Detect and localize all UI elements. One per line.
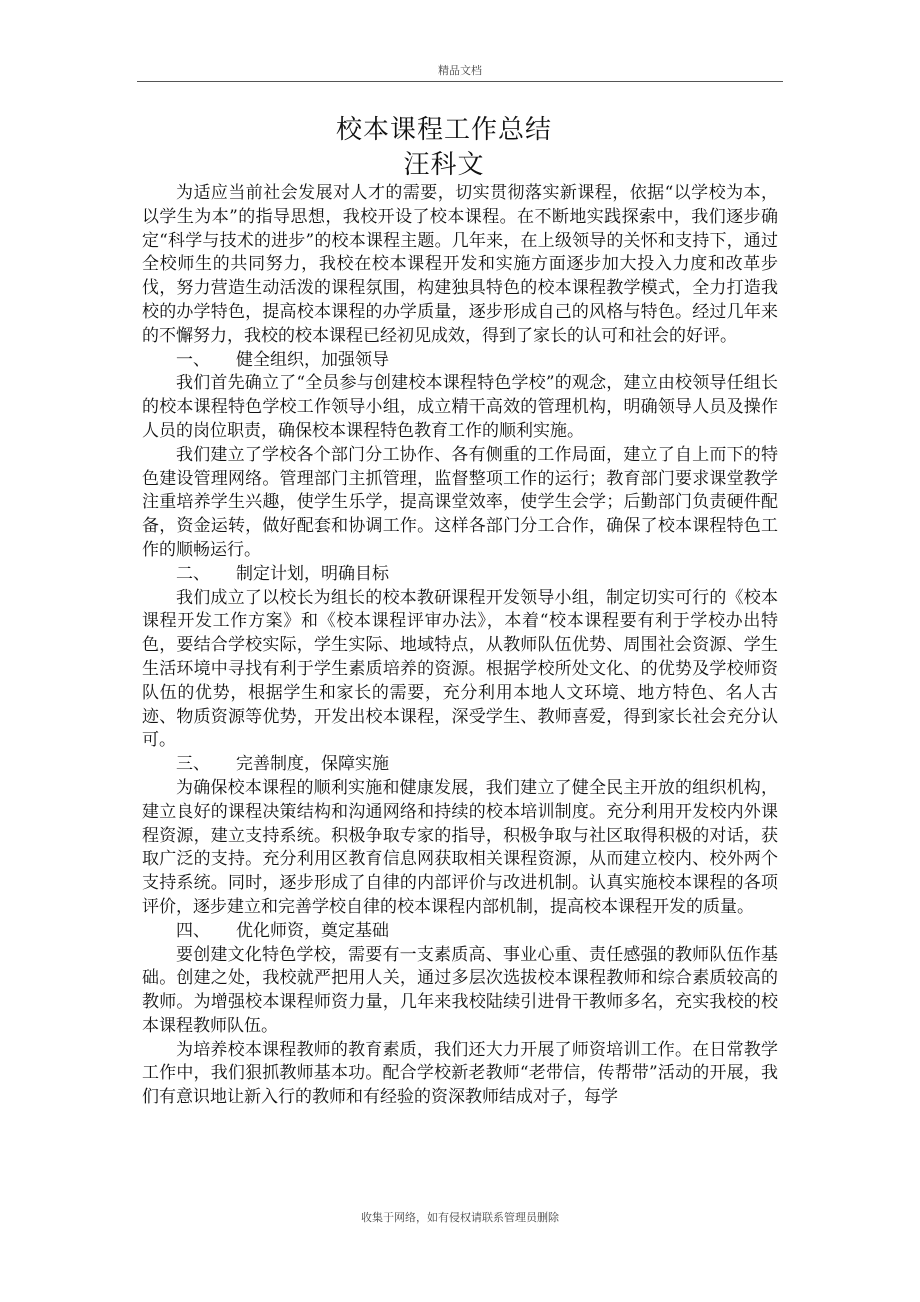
section-title: 优化师资，奠定基础 <box>236 920 389 941</box>
body-paragraph: 为确保校本课程的顺利实施和健康发展，我们建立了健全民主开放的组织机构，建立良好的课程决策结构和沟通网络和持续的校本培训制度。充分利用开发校内外课程资源，建立支持系统。积极争取专家的指导，积极争取与社区取得积极的对话，获取广泛的支持。充分利用区教育信息网获取相关课程资源，从而建立校内、校外两个支持系统。同时，逐步形成了自律的内部评价与改进机制。认真实施校本课程的各项评价，逐步建立和完善学校自律的校本课程内部机制，提高校本课程开发的质量。 <box>142 777 778 917</box>
section-heading <box>142 753 778 777</box>
section-title: 健全组织，加强领导 <box>236 349 389 370</box>
header-divider <box>137 81 783 82</box>
document-author: 汪科文 <box>403 150 485 180</box>
section-number: 一、 <box>176 349 210 370</box>
section-heading <box>142 920 778 944</box>
section-heading <box>142 349 778 373</box>
section-title: 完善制度，保障实施 <box>236 754 389 775</box>
page-header-label: 精品文档 <box>438 64 482 77</box>
section-number: 三、 <box>176 754 210 775</box>
section-heading <box>142 563 778 587</box>
body-paragraph: 我们成立了以校长为组长的校本教研课程开发领导小组，制定切实可行的《校本课程开发工作方案》和《校本课程评审办法》，本着“校本课程要有利于学校办出特色，要结合学校实际，学生实际、地域特点，从教师队伍优势、周围社会资源、学生生活环境中寻找有利于学生素质培养的资源。根据学校所处文化、的优势及学校师资队伍的优势，根据学生和家长的需要，充分利用本地人文环境、地方特色、名人古迹、物质资源等优势，开发出校本课程，深受学生、教师喜爱，得到家长社会充分认可。 <box>142 587 778 751</box>
body-paragraph: 要创建文化特色学校，需要有一支素质高、事业心重、责任感强的教师队伍作基础。创建之处，我校就严把用人关，通过多层次选拔校本课程教师和综合素质较高的教师。为增强校本课程师资力量，几年来我校陆续引进骨干教师多名，充实我校的校本课程教师队伍。 <box>142 944 778 1036</box>
body-paragraph: 为培养校本课程教师的教育素质，我们还大力开展了师资培训工作。在日常教学工作中，我们狠抓教师基本功。配合学校新老教师“老带信，传帮带”活动的开展，我们有意识地让新入行的教师和有经验的资深教师结成对子，每学 <box>142 1039 778 1108</box>
body-paragraph: 我们建立了学校各个部门分工协作、各有侧重的工作局面，建立了自上而下的特色建设管理网络。管理部门主抓管理，监督整项工作的运行；教育部门要求课堂教学注重培养学生兴趣，使学生乐学，提高课堂效率，使学生会学；后勤部门负责硬件配备，资金运转，做好配套和协调工作。这样各部门分工合作，确保了校本课程特色工作的顺畅运行。 <box>142 444 778 560</box>
document-body <box>142 182 778 1110</box>
document-title: 校本课程工作总结 <box>335 115 552 145</box>
body-paragraph: 我们首先确立了“全员参与创建校本课程特色学校”的观念，建立由校领导任组长的校本课程特色学校工作领导小组，成立精干高效的管理机构，明确领导人员及操作人员的岗位职责，确保校本课程特色教育工作的顺利实施。 <box>142 373 778 441</box>
section-number: 二、 <box>176 563 210 584</box>
intro-paragraph: 为适应当前社会发展对人才的需要，切实贯彻落实新课程，依据“以学校为本，以学生为本”的指导思想，我校开设了校本课程。在不断地实践探索中，我们逐步确定“科学与技术的进步”的校本课程主题。几年来，在上级领导的关怀和支持下，通过全校师生的共同努力，我校在校本课程开发和实施方面逐步加大投入力度和改革步伐，努力营造生动活泼的课程氛围，构建独具特色的校本课程教学模式，全力打造我校的办学特色，提高校本课程的办学质量，逐步形成自己的风格与特色。经过几年来的不懈努力，我校的校本课程已经初见成效，得到了家长的认可和社会的好评。 <box>142 183 778 346</box>
section-number: 四、 <box>176 920 210 941</box>
page-footer-label: 收集于网络，如有侵权请联系管理员删除 <box>361 1211 559 1224</box>
section-title: 制定计划，明确目标 <box>236 563 389 584</box>
